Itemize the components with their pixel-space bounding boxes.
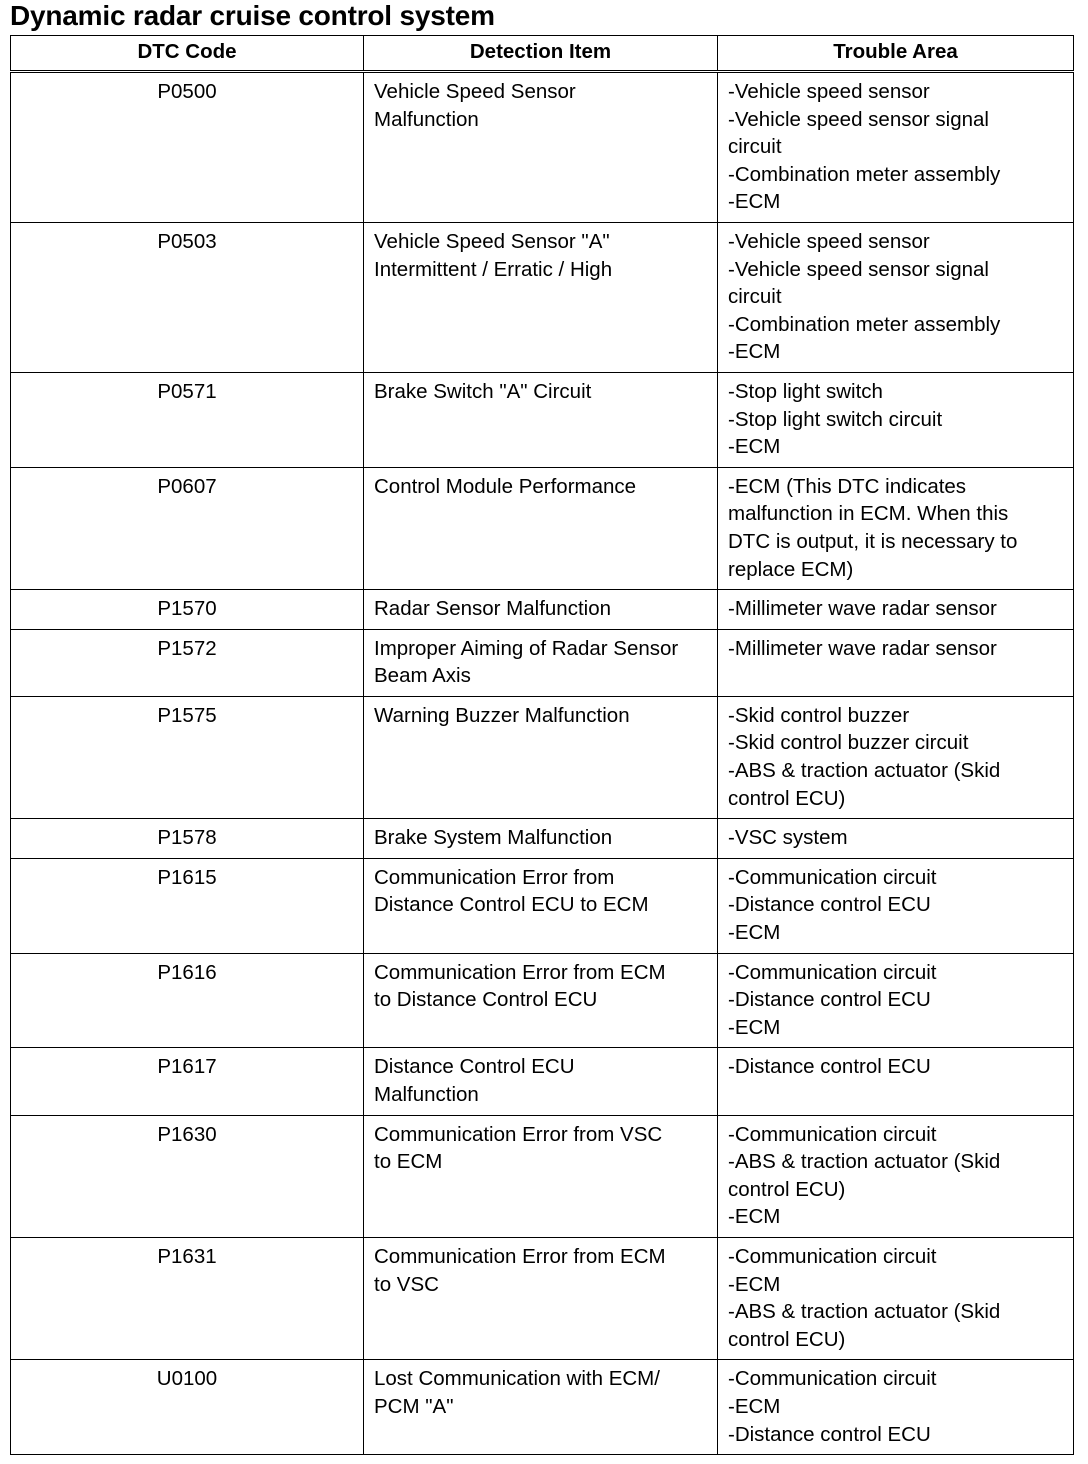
dtc-code-cell: P1578 [11, 819, 364, 859]
detection-item-cell: Improper Aiming of Radar Sensor Beam Axis [364, 629, 718, 696]
detection-item-cell: Brake System Malfunction [364, 819, 718, 859]
dtc-code-cell: P1630 [11, 1115, 364, 1237]
table-row [11, 467, 1074, 589]
detection-item-cell: Vehicle Speed Sensor Malfunction [364, 72, 718, 223]
dtc-code-cell: P0607 [11, 467, 364, 589]
detection-item-cell: Communication Error from ECM to VSC [364, 1237, 718, 1359]
table-row [11, 1360, 1074, 1455]
header-row [11, 36, 1074, 72]
table-row [11, 1237, 1074, 1359]
table-row [11, 629, 1074, 696]
detection-item-cell: Warning Buzzer Malfunction [364, 696, 718, 818]
trouble-area-cell: -Communication circuit -ECM -ABS & traction actuator (Skid control ECU) [718, 1237, 1074, 1359]
table-row [11, 1115, 1074, 1237]
trouble-area-cell: -Millimeter wave radar sensor [718, 629, 1074, 696]
trouble-area-cell: -Distance control ECU [718, 1048, 1074, 1115]
dtc-code-cell: P1572 [11, 629, 364, 696]
trouble-area-cell: -Millimeter wave radar sensor [718, 590, 1074, 630]
detection-item-cell: Radar Sensor Malfunction [364, 590, 718, 630]
trouble-area-cell: -Communication circuit -ECM -Distance control ECU [718, 1360, 1074, 1455]
detection-item-cell: Lost Communication with ECM/ PCM "A" [364, 1360, 718, 1455]
detection-item-cell: Control Module Performance [364, 467, 718, 589]
detection-item-cell: Communication Error from ECM to Distance Control ECU [364, 953, 718, 1048]
trouble-area-cell: -Communication circuit -Distance control ECU -ECM [718, 953, 1074, 1048]
detection-item-cell: Brake Switch "A" Circuit [364, 372, 718, 467]
header-dtc-code: DTC Code [11, 36, 364, 72]
table-row [11, 222, 1074, 372]
dtc-code-cell: P0571 [11, 372, 364, 467]
page-title: Dynamic radar cruise control system [10, 0, 495, 31]
table-row [11, 72, 1074, 223]
dtc-code-cell: P1631 [11, 1237, 364, 1359]
dtc-code-cell: P0503 [11, 222, 364, 372]
trouble-area-cell: -Stop light switch -Stop light switch circuit -ECM [718, 372, 1074, 467]
table-row [11, 590, 1074, 630]
trouble-area-cell: -Skid control buzzer -Skid control buzzer circuit -ABS & traction actuator (Skid control ECU) [718, 696, 1074, 818]
table-row [11, 819, 1074, 859]
detection-item-cell: Communication Error from Distance Control ECU to ECM [364, 858, 718, 953]
table-row [11, 953, 1074, 1048]
header-detection-item: Detection Item [364, 36, 718, 72]
table-row [11, 696, 1074, 818]
detection-item-cell: Communication Error from VSC to ECM [364, 1115, 718, 1237]
trouble-area-cell: -Communication circuit -ABS & traction actuator (Skid control ECU) -ECM [718, 1115, 1074, 1237]
dtc-code-cell: P1615 [11, 858, 364, 953]
dtc-code-cell: P1575 [11, 696, 364, 818]
table-row [11, 1048, 1074, 1115]
trouble-area-cell: -Vehicle speed sensor -Vehicle speed sensor signal circuit -Combination meter assembly -ECM [718, 222, 1074, 372]
trouble-area-cell: -ECM (This DTC indicates malfunction in ECM. When this DTC is output, it is necessary to replace ECM) [718, 467, 1074, 589]
trouble-area-cell: -Communication circuit -Distance control ECU -ECM [718, 858, 1074, 953]
dtc-code-cell: U0100 [11, 1360, 364, 1455]
dtc-table [10, 35, 1074, 1455]
trouble-area-cell: -Vehicle speed sensor -Vehicle speed sensor signal circuit -Combination meter assembly -ECM [718, 72, 1074, 223]
detection-item-cell: Distance Control ECU Malfunction [364, 1048, 718, 1115]
dtc-code-cell: P1570 [11, 590, 364, 630]
trouble-area-cell: -VSC system [718, 819, 1074, 859]
dtc-code-cell: P1616 [11, 953, 364, 1048]
detection-item-cell: Vehicle Speed Sensor "A" Intermittent / Erratic / High [364, 222, 718, 372]
table-row [11, 858, 1074, 953]
header-trouble-area: Trouble Area [718, 36, 1074, 72]
dtc-code-cell: P0500 [11, 72, 364, 223]
table-row [11, 372, 1074, 467]
dtc-code-cell: P1617 [11, 1048, 364, 1115]
